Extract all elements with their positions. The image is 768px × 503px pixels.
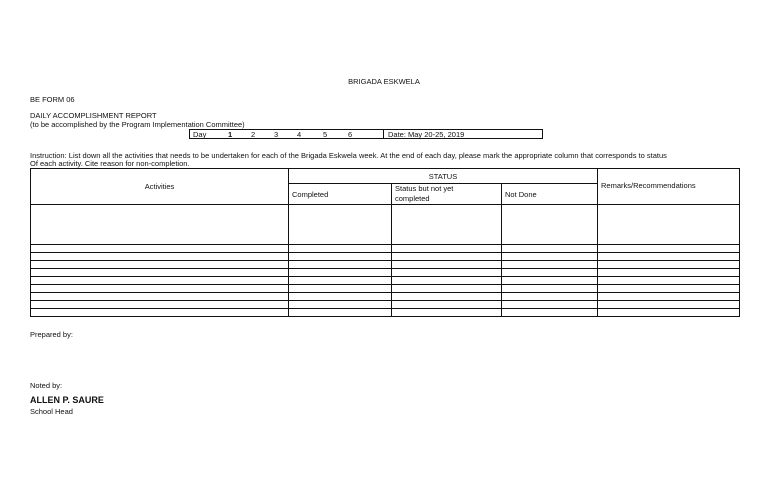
table-row xyxy=(31,205,740,245)
not-done-cell[interactable] xyxy=(502,205,598,245)
activity-cell[interactable] xyxy=(31,245,289,253)
completed-cell[interactable] xyxy=(289,309,392,317)
table-row xyxy=(31,269,740,277)
not-done-cell[interactable] xyxy=(502,301,598,309)
in-progress-cell[interactable] xyxy=(392,293,502,301)
not-done-cell[interactable] xyxy=(502,285,598,293)
activity-cell[interactable] xyxy=(31,285,289,293)
in-progress-cell[interactable] xyxy=(392,309,502,317)
not-done-cell[interactable] xyxy=(502,309,598,317)
table-row xyxy=(31,285,740,293)
day-label: Day xyxy=(193,130,207,139)
activity-cell[interactable] xyxy=(31,269,289,277)
not-done-cell[interactable] xyxy=(502,269,598,277)
completed-cell[interactable] xyxy=(289,261,392,269)
remarks-cell[interactable] xyxy=(598,245,740,253)
completed-cell[interactable] xyxy=(289,301,392,309)
report-subtitle: (to be accomplished by the Program Implementation Committee) xyxy=(30,120,245,129)
not-done-header: Not Done xyxy=(502,184,598,205)
page-title: BRIGADA ESKWELA xyxy=(348,77,420,86)
table-row xyxy=(31,261,740,269)
prepared-by-label: Prepared by: xyxy=(30,330,73,339)
in-progress-cell[interactable] xyxy=(392,301,502,309)
completed-header: Completed xyxy=(289,184,392,205)
completed-cell[interactable] xyxy=(289,285,392,293)
day-5: 5 xyxy=(323,130,328,139)
form-code: BE FORM 06 xyxy=(30,95,75,104)
not-done-cell[interactable] xyxy=(502,261,598,269)
day-6: 6 xyxy=(348,130,353,139)
completed-cell[interactable] xyxy=(289,277,392,285)
instruction-line-1: Instruction: List down all the activities that needs to be undertaken for each of the Brigada Eskwela week. At the end of each day, please mark the appropriate column that corresponds to status xyxy=(30,151,667,160)
noted-by-label: Noted by: xyxy=(30,381,63,390)
in-progress-cell[interactable] xyxy=(392,277,502,285)
day-1: 1 xyxy=(228,130,233,139)
completed-cell[interactable] xyxy=(289,269,392,277)
day-2: 2 xyxy=(251,130,256,139)
report-title: DAILY ACCOMPLISHMENT REPORT xyxy=(30,111,157,120)
not-done-cell[interactable] xyxy=(502,277,598,285)
day-box-divider xyxy=(383,130,384,138)
completed-cell[interactable] xyxy=(289,205,392,245)
day-4: 4 xyxy=(297,130,302,139)
in-progress-cell[interactable] xyxy=(392,205,502,245)
remarks-cell[interactable] xyxy=(598,309,740,317)
in-progress-cell[interactable] xyxy=(392,285,502,293)
day-date-box xyxy=(189,129,543,139)
remarks-cell[interactable] xyxy=(598,253,740,261)
status-header: STATUS xyxy=(289,169,598,184)
remarks-cell[interactable] xyxy=(598,277,740,285)
table-row xyxy=(31,277,740,285)
in-progress-cell[interactable] xyxy=(392,261,502,269)
activity-cell[interactable] xyxy=(31,261,289,269)
activity-cell[interactable] xyxy=(31,205,289,245)
remarks-cell[interactable] xyxy=(598,205,740,245)
in-progress-header: Status but not yet completed xyxy=(392,184,502,205)
not-done-cell[interactable] xyxy=(502,293,598,301)
remarks-header: Remarks/Recommendations xyxy=(598,169,740,205)
signatory-name: ALLEN P. SAURE xyxy=(30,395,104,405)
table-row xyxy=(31,245,740,253)
remarks-cell[interactable] xyxy=(598,301,740,309)
table-row xyxy=(31,253,740,261)
in-progress-cell[interactable] xyxy=(392,253,502,261)
remarks-cell[interactable] xyxy=(598,269,740,277)
activity-cell[interactable] xyxy=(31,293,289,301)
signatory-title: School Head xyxy=(30,407,73,416)
activity-cell[interactable] xyxy=(31,301,289,309)
remarks-cell[interactable] xyxy=(598,285,740,293)
accomplishment-table xyxy=(30,168,740,317)
completed-cell[interactable] xyxy=(289,293,392,301)
table-row xyxy=(31,293,740,301)
in-progress-cell[interactable] xyxy=(392,245,502,253)
day-3: 3 xyxy=(274,130,279,139)
table-row xyxy=(31,301,740,309)
date-range: Date: May 20-25, 2019 xyxy=(388,130,465,139)
not-done-cell[interactable] xyxy=(502,253,598,261)
activity-cell[interactable] xyxy=(31,253,289,261)
instruction-line-2: Of each activity. Cite reason for non-completion. xyxy=(30,159,190,168)
activities-header: Activities xyxy=(31,169,289,205)
remarks-cell[interactable] xyxy=(598,261,740,269)
activity-cell[interactable] xyxy=(31,309,289,317)
completed-cell[interactable] xyxy=(289,245,392,253)
in-progress-cell[interactable] xyxy=(392,269,502,277)
completed-cell[interactable] xyxy=(289,253,392,261)
not-done-cell[interactable] xyxy=(502,245,598,253)
table-row xyxy=(31,309,740,317)
activity-cell[interactable] xyxy=(31,277,289,285)
remarks-cell[interactable] xyxy=(598,293,740,301)
